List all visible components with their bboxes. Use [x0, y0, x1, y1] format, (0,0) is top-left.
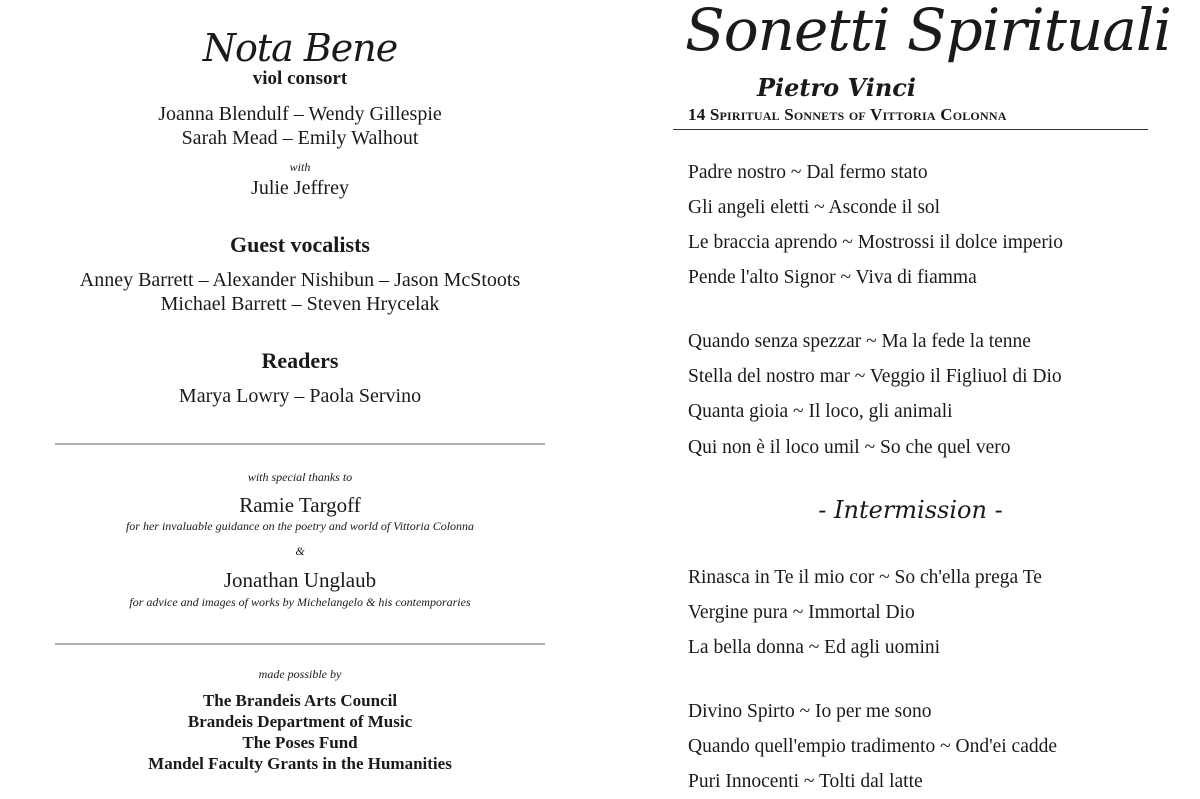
thanks-person-2: Jonathan Unglaub	[223, 568, 377, 592]
program-item: Qui non è il loco umil ~ So che quel vero	[688, 437, 1011, 458]
program-item: Stella del nostro mar ~ Veggio il Figliuol di Dio	[688, 366, 1062, 387]
readers-line: Marya Lowry – Paola Servino	[178, 385, 422, 407]
intermission: - Intermission -	[818, 496, 1003, 524]
readers-heading: Readers	[261, 348, 339, 373]
program-item: Pende l'alto Signor ~ Viva di fiamma	[688, 267, 977, 288]
program-item: Padre nostro ~ Dal fermo stato	[688, 162, 928, 183]
thanks-person-1: Ramie Targoff	[239, 493, 361, 517]
program-item: Puri Innocenti ~ Tolti dal latte	[688, 771, 923, 792]
program-item: La bella donna ~ Ed agli uomini	[688, 637, 941, 658]
program-item: Divino Spirto ~ Io per me sono	[688, 701, 932, 722]
vocalists-heading: Guest vocalists	[230, 232, 370, 257]
program-item: Quando quell'empio tradimento ~ Ond'ei cadde	[688, 736, 1058, 757]
program-item: Vergine pura ~ Immortal Dio	[688, 602, 915, 623]
composer-name: Pietro Vinci	[757, 73, 917, 102]
sponsor-1: The Brandeis Arts Council	[202, 691, 398, 710]
program-item: Quando senza spezzar ~ Ma la fede la tenne	[688, 331, 1031, 352]
thanks-label: with special thanks to	[247, 470, 353, 484]
program-subtitle: 14 Spiritual Sonnets of Vittoria Colonna	[688, 105, 1007, 124]
vocalists-line-2: Michael Barrett – Steven Hrycelak	[160, 293, 440, 315]
program-item: Rinasca in Te il mio cor ~ So ch'ella prega Te	[688, 567, 1042, 588]
members-line-2: Sarah Mead – Emily Walhout	[181, 127, 419, 149]
divider	[55, 443, 545, 445]
thanks-note-2: for advice and images of works by Michelangelo & his contemporaries	[129, 595, 471, 609]
title-rule	[673, 129, 1148, 130]
with-label: with	[289, 160, 311, 174]
guest-member: Julie Jeffrey	[251, 177, 349, 199]
thanks-note-1: for her invaluable guidance on the poetry and world of Vittoria Colonna	[125, 519, 475, 533]
ensemble-type: viol consort	[252, 68, 348, 89]
sponsor-2: Brandeis Department of Music	[187, 712, 413, 731]
vocalists-line-1: Anney Barrett – Alexander Nishibun – Jason McStoots	[79, 269, 521, 291]
program-title: Sonetti Spirituali	[685, 0, 1171, 64]
program-item: Gli angeli eletti ~ Asconde il sol	[688, 197, 941, 218]
program-item: Quanta gioia ~ Il loco, gli animali	[688, 401, 953, 422]
members-line-1: Joanna Blendulf – Wendy Gillespie	[158, 103, 442, 125]
sponsor-3: The Poses Fund	[242, 733, 358, 752]
sponsor-4: Mandel Faculty Grants in the Humanities	[148, 754, 452, 773]
ampersand: &	[295, 544, 305, 558]
made-possible-label: made possible by	[258, 667, 342, 681]
divider	[55, 643, 545, 645]
ensemble-name: Nota Bene	[202, 26, 398, 70]
program-item: Le braccia aprendo ~ Mostrossi il dolce imperio	[688, 232, 1063, 253]
